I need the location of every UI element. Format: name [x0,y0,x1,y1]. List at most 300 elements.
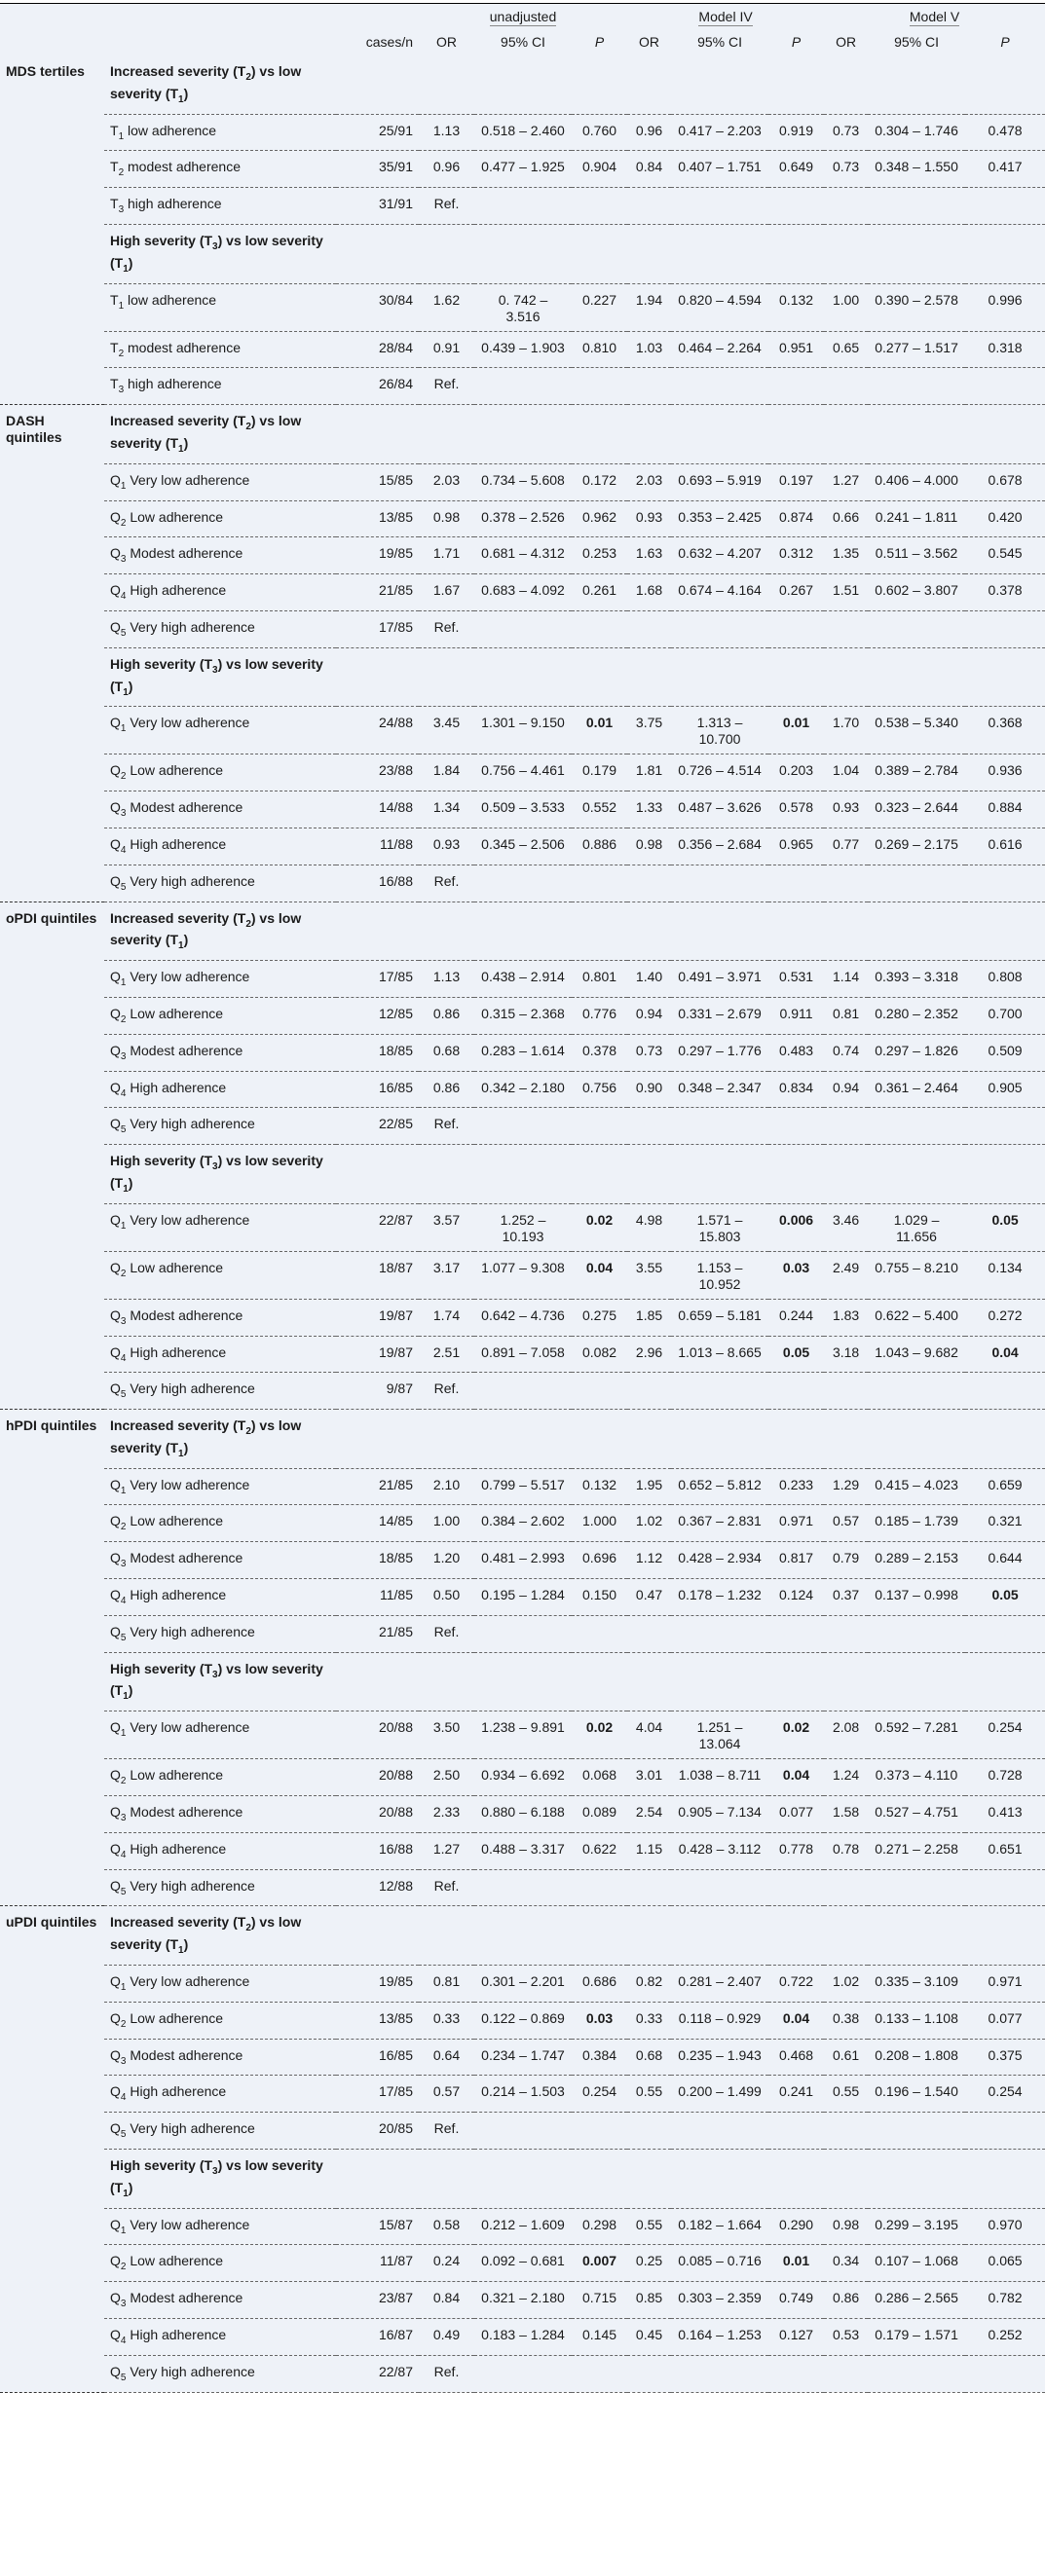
or-cell: 1.33 [627,791,671,828]
table-row [0,2208,1045,2245]
cases-cell: 20/85 [336,2113,419,2150]
or-cell: 0.33 [419,2002,474,2039]
empty-cell [474,1108,572,1145]
cases-cell: 16/87 [336,2319,419,2356]
ci-cell: 0.164 – 1.253 [671,2319,768,2356]
table-row [0,610,1045,647]
p-cell: 0.378 [965,574,1045,611]
ci-cell: 0.384 – 2.602 [474,1505,572,1542]
or-cell: 1.20 [419,1542,474,1579]
table-row [0,1615,1045,1652]
p-cell: 0.756 [572,1071,627,1108]
row-label: $Q_3$ Modest adherence [104,537,336,574]
p-cell: 0.936 [965,754,1045,791]
p-cell: 0.616 [965,828,1045,865]
empty-cell [824,1652,868,1711]
empty-cell [768,865,824,902]
empty-cell [419,2150,474,2209]
empty-cell [336,2150,419,2209]
row-label: $Q_3$ Modest adherence [104,2039,336,2076]
empty-cell [474,1373,572,1410]
ci-cell: 0.527 – 4.751 [868,1796,965,1833]
empty-cell [824,865,868,902]
empty-cell [824,1906,868,1966]
or-cell: 0.53 [824,2319,868,2356]
empty-cell [474,647,572,707]
empty-cell [965,55,1045,114]
cases-cell: 22/85 [336,1108,419,1145]
ci-cell: 0.407 – 1.751 [671,151,768,188]
table-row [0,2319,1045,2356]
or-cell: 0.93 [824,791,868,828]
or-cell: 0.98 [419,500,474,537]
or-cell: 3.57 [419,1203,474,1251]
ci-cell: 1.043 – 9.682 [868,1336,965,1373]
empty-cell [868,902,965,961]
empty-cell [474,1652,572,1711]
ci-cell: 0.406 – 4.000 [868,463,965,500]
or-cell: 0.98 [627,828,671,865]
p-cell: 0.531 [768,961,824,998]
empty-cell [868,865,965,902]
p-cell: 0.267 [768,574,824,611]
empty-cell [671,647,768,707]
p-cell: 0.384 [572,2039,627,2076]
ci-cell: 1.301 – 9.150 [474,707,572,754]
empty-cell [768,1373,824,1410]
empty-cell [868,2113,965,2150]
p-cell: 0.905 [965,1071,1045,1108]
row-label: $Q_2$ Low adherence [104,997,336,1034]
p-cell: 0.728 [965,1759,1045,1796]
empty-cell [671,1373,768,1410]
table-row [0,1071,1045,1108]
ci-cell: 0.208 – 1.808 [868,2039,965,2076]
or-cell: 3.55 [627,1251,671,1299]
or-cell: 1.27 [824,463,868,500]
p-cell: 0.254 [965,1711,1045,1759]
or-cell: 1.15 [627,1832,671,1869]
table-row [0,1468,1045,1505]
empty-cell [336,1145,419,1204]
ci-cell: 0.323 – 2.644 [868,791,965,828]
row-label: $Q_1$ Very low adherence [104,1711,336,1759]
p-cell: 0.275 [572,1299,627,1336]
table-row [0,2355,1045,2392]
ci-cell: 0.303 – 2.359 [671,2282,768,2319]
ci-cell: 0.277 – 1.517 [868,331,965,368]
or-cell: 2.51 [419,1336,474,1373]
or-cell: 4.98 [627,1203,671,1251]
p-cell: 0.318 [965,331,1045,368]
or-cell: 3.18 [824,1336,868,1373]
or-cell: 3.50 [419,1711,474,1759]
p-cell: 0.150 [572,1579,627,1616]
category-label: hPDI quintiles [0,1410,104,1906]
or-cell: 0.50 [419,1579,474,1616]
empty-cell [965,1906,1045,1966]
or-cell: 1.00 [419,1505,474,1542]
p-cell: 0.298 [572,2208,627,2245]
or-cell: 1.14 [824,961,868,998]
empty-cell [768,224,824,283]
empty-cell [474,1906,572,1966]
p-cell: 0.678 [965,463,1045,500]
or-cell: 1.02 [824,1966,868,2003]
ref-cell: Ref. [419,1108,474,1145]
p-cell: 0.290 [768,2208,824,2245]
p-cell: 0.644 [965,1542,1045,1579]
ci-cell: 0.335 – 3.109 [868,1966,965,2003]
ci-cell: 0.390 – 2.578 [868,283,965,331]
empty-cell [868,224,965,283]
empty-cell [627,1869,671,1906]
or-cell: 2.33 [419,1796,474,1833]
or-cell: 0.90 [627,1071,671,1108]
p-cell: 0.651 [965,1832,1045,1869]
p-cell: 0.808 [965,961,1045,998]
ci-cell: 0.182 – 1.664 [671,2208,768,2245]
p-cell: 0.919 [768,114,824,151]
p-cell: 0.03 [768,1251,824,1299]
empty-cell [868,1108,965,1145]
empty-cell [336,55,419,114]
row-label: $Q_4$ High adherence [104,574,336,611]
p-cell: 0.965 [768,828,824,865]
or-cell: 0.93 [419,828,474,865]
p-cell: 0.077 [965,2002,1045,2039]
empty-cell [572,865,627,902]
empty-cell [474,1869,572,1906]
empty-cell [824,55,868,114]
ci-cell: 0.592 – 7.281 [868,1711,965,1759]
p-cell: 0.413 [965,1796,1045,1833]
cases-cell: 26/84 [336,368,419,405]
empty-cell [671,2113,768,2150]
ci-cell: 0.235 – 1.943 [671,2039,768,2076]
empty-cell [474,2150,572,2209]
p-cell: 0.722 [768,1966,824,2003]
p-cell: 0.04 [768,2002,824,2039]
cases-cell: 22/87 [336,1203,419,1251]
ci-cell: 0.755 – 8.210 [868,1251,965,1299]
empty-cell [965,610,1045,647]
ref-cell: Ref. [419,610,474,647]
empty-cell [768,1410,824,1469]
odds-ratio-table [0,4,1045,2393]
or-cell: 0.86 [824,2282,868,2319]
empty-cell [419,405,474,464]
or-cell: 0.77 [824,828,868,865]
p-cell: 0.01 [768,2245,824,2282]
empty-cell [824,405,868,464]
empty-cell [474,1410,572,1469]
ci-cell: 0.356 – 2.684 [671,828,768,865]
or-cell: 0.94 [627,997,671,1034]
empty-cell [965,1615,1045,1652]
table-row [0,1299,1045,1336]
table-row [0,114,1045,151]
block-heading-row [0,647,1045,707]
empty-cell [474,405,572,464]
or-cell: 2.50 [419,1759,474,1796]
row-label: $T_3$ high adherence [104,188,336,225]
or-cell: 1.95 [627,1468,671,1505]
cases-cell: 16/85 [336,1071,419,1108]
p-cell: 0.545 [965,537,1045,574]
cases-cell: 31/91 [336,188,419,225]
p-cell: 0.696 [572,1542,627,1579]
ci-cell: 0.283 – 1.614 [474,1034,572,1071]
row-label: $Q_4$ High adherence [104,828,336,865]
table-row [0,2002,1045,2039]
p-cell: 0.145 [572,2319,627,2356]
empty-cell [868,2355,965,2392]
row-label: $Q_3$ Modest adherence [104,791,336,828]
row-label: $Q_5$ Very high adherence [104,1373,336,1410]
empty-cell [824,1615,868,1652]
ci-cell: 0.622 – 5.400 [868,1299,965,1336]
row-label: $Q_4$ High adherence [104,1336,336,1373]
p-cell: 0.254 [965,2076,1045,2113]
empty-cell [868,1410,965,1469]
ci-cell: 0.271 – 2.258 [868,1832,965,1869]
table-row [0,463,1045,500]
ci-cell: 0.417 – 2.203 [671,114,768,151]
or-cell: 0.33 [627,2002,671,2039]
row-label: $Q_5$ Very high adherence [104,1615,336,1652]
p-cell: 0.134 [965,1251,1045,1299]
empty-cell [627,368,671,405]
p-cell: 1.000 [572,1505,627,1542]
empty-cell [768,405,824,464]
row-label: $Q_5$ Very high adherence [104,610,336,647]
ci-cell: 0.353 – 2.425 [671,500,768,537]
ci-header: 95% CI [894,34,940,50]
or-cell: 1.83 [824,1299,868,1336]
ci-cell: 0.234 – 1.747 [474,2039,572,2076]
ci-cell: 0.373 – 4.110 [868,1759,965,1796]
or-cell: 1.13 [419,114,474,151]
or-cell: 0.24 [419,2245,474,2282]
empty-cell [627,865,671,902]
cases-cell: 19/87 [336,1336,419,1373]
ci-header: 95% CI [697,34,742,50]
empty-cell [671,1615,768,1652]
ci-cell: 0.179 – 1.571 [868,2319,965,2356]
or-cell: 0.25 [627,2245,671,2282]
empty-cell [336,647,419,707]
or-cell: 0.58 [419,2208,474,2245]
ci-cell: 0.464 – 2.264 [671,331,768,368]
table-row [0,1869,1045,1906]
or-cell: 1.84 [419,754,474,791]
table-row [0,1759,1045,1796]
ci-cell: 0.241 – 1.811 [868,500,965,537]
or-cell: 1.29 [824,1468,868,1505]
empty-cell [419,902,474,961]
or-cell: 1.24 [824,1759,868,1796]
empty-cell [824,610,868,647]
p-cell: 0.05 [965,1203,1045,1251]
ci-header: 95% CI [501,34,545,50]
table-row [0,1579,1045,1616]
empty-cell [627,647,671,707]
p-cell: 0.02 [768,1711,824,1759]
empty-cell [336,1410,419,1469]
empty-cell [868,1615,965,1652]
p-cell: 0.483 [768,1034,824,1071]
ci-cell: 0.200 – 1.499 [671,2076,768,2113]
empty-cell [627,1410,671,1469]
empty-cell [572,1410,627,1469]
ci-cell: 0.118 – 0.929 [671,2002,768,2039]
ci-cell: 0.491 – 3.971 [671,961,768,998]
p-cell: 0.420 [965,500,1045,537]
ci-cell: 0.196 – 1.540 [868,2076,965,2113]
empty-cell [768,1615,824,1652]
ref-cell: Ref. [419,2355,474,2392]
p-cell: 0.089 [572,1796,627,1833]
cases-cell: 13/85 [336,500,419,537]
row-label: $Q_2$ Low adherence [104,500,336,537]
table-row [0,2039,1045,2076]
or-cell: 0.81 [419,1966,474,2003]
or-cell: 1.51 [824,574,868,611]
or-cell: 0.81 [824,997,868,1034]
ci-cell: 0.137 – 0.998 [868,1579,965,1616]
ci-cell: 0. 742 – 3.516 [474,283,572,331]
empty-cell [824,647,868,707]
empty-cell [336,1652,419,1711]
or-cell: 0.49 [419,2319,474,2356]
empty-cell [671,188,768,225]
p-cell: 0.272 [965,1299,1045,1336]
ci-cell: 1.313 – 10.700 [671,707,768,754]
ci-cell: 1.013 – 8.665 [671,1336,768,1373]
empty-cell [627,405,671,464]
empty-cell [419,1145,474,1204]
block-heading: Increased severity $(T_2)$ vs low severity $(T_1)$ [104,902,336,961]
empty-cell [965,902,1045,961]
empty-cell [671,1906,768,1966]
empty-cell [474,865,572,902]
cases-cell: 17/85 [336,610,419,647]
ref-cell: Ref. [419,1615,474,1652]
ci-cell: 0.681 – 4.312 [474,537,572,574]
row-label: $Q_1$ Very low adherence [104,2208,336,2245]
empty-cell [419,1652,474,1711]
empty-cell [671,2355,768,2392]
empty-cell [768,647,824,707]
p-cell: 0.760 [572,114,627,151]
empty-cell [965,188,1045,225]
cases-cell: 17/85 [336,2076,419,2113]
ci-cell: 0.299 – 3.195 [868,2208,965,2245]
p-cell: 0.622 [572,1832,627,1869]
empty-cell [824,2150,868,2209]
empty-cell [474,902,572,961]
or-cell: 1.13 [419,961,474,998]
row-label: $T_1$ low adherence [104,283,336,331]
ref-cell: Ref. [419,1869,474,1906]
empty-cell [572,1906,627,1966]
empty-cell [824,2355,868,2392]
p-cell: 0.05 [768,1336,824,1373]
empty-cell [868,2150,965,2209]
table-row [0,2245,1045,2282]
cases-cell: 19/87 [336,1299,419,1336]
empty-cell [419,1906,474,1966]
ref-cell: Ref. [419,865,474,902]
empty-cell [868,405,965,464]
or-cell: 0.73 [824,114,868,151]
p-cell: 0.468 [768,2039,824,2076]
p-cell: 0.649 [768,151,824,188]
empty-cell [768,2113,824,2150]
ci-cell: 0.348 – 2.347 [671,1071,768,1108]
ref-cell: Ref. [419,2113,474,2150]
empty-cell [474,1145,572,1204]
p-cell: 0.817 [768,1542,824,1579]
p-cell: 0.970 [965,2208,1045,2245]
or-cell: 0.73 [824,151,868,188]
empty-cell [824,1145,868,1204]
block-heading-row [0,1145,1045,1204]
empty-cell [671,224,768,283]
ci-cell: 0.683 – 4.092 [474,574,572,611]
p-cell: 0.810 [572,331,627,368]
empty-cell [768,2355,824,2392]
table-row [0,1832,1045,1869]
ci-cell: 0.304 – 1.746 [868,114,965,151]
ci-cell: 0.389 – 2.784 [868,754,965,791]
or-cell: 1.74 [419,1299,474,1336]
empty-cell [627,2355,671,2392]
empty-cell [336,1906,419,1966]
or-cell: 0.55 [627,2076,671,2113]
p-cell: 0.962 [572,500,627,537]
empty-cell [419,224,474,283]
category-label: MDS tertiles [0,55,104,405]
empty-cell [627,1652,671,1711]
p-cell: 0.261 [572,574,627,611]
p-header: P [594,34,605,50]
p-cell: 0.233 [768,1468,824,1505]
cases-cell: 25/91 [336,114,419,151]
ci-cell: 0.378 – 2.526 [474,500,572,537]
or-cell: 0.86 [419,1071,474,1108]
ci-cell: 0.092 – 0.681 [474,2245,572,2282]
ci-cell: 0.315 – 2.368 [474,997,572,1034]
table-row [0,2113,1045,2150]
ci-cell: 0.348 – 1.550 [868,151,965,188]
or-cell: 0.94 [824,1071,868,1108]
table-row [0,865,1045,902]
ci-cell: 0.487 – 3.626 [671,791,768,828]
p-cell: 0.971 [768,1505,824,1542]
ci-cell: 0.214 – 1.503 [474,2076,572,2113]
ci-cell: 1.038 – 8.711 [671,1759,768,1796]
ci-cell: 0.602 – 3.807 [868,574,965,611]
p-cell: 0.509 [965,1034,1045,1071]
p-cell: 0.04 [572,1251,627,1299]
p-cell: 0.252 [965,2319,1045,2356]
ci-cell: 0.280 – 2.352 [868,997,965,1034]
row-label: $Q_5$ Very high adherence [104,1108,336,1145]
ci-cell: 0.659 – 5.181 [671,1299,768,1336]
row-label: $Q_1$ Very low adherence [104,1966,336,2003]
